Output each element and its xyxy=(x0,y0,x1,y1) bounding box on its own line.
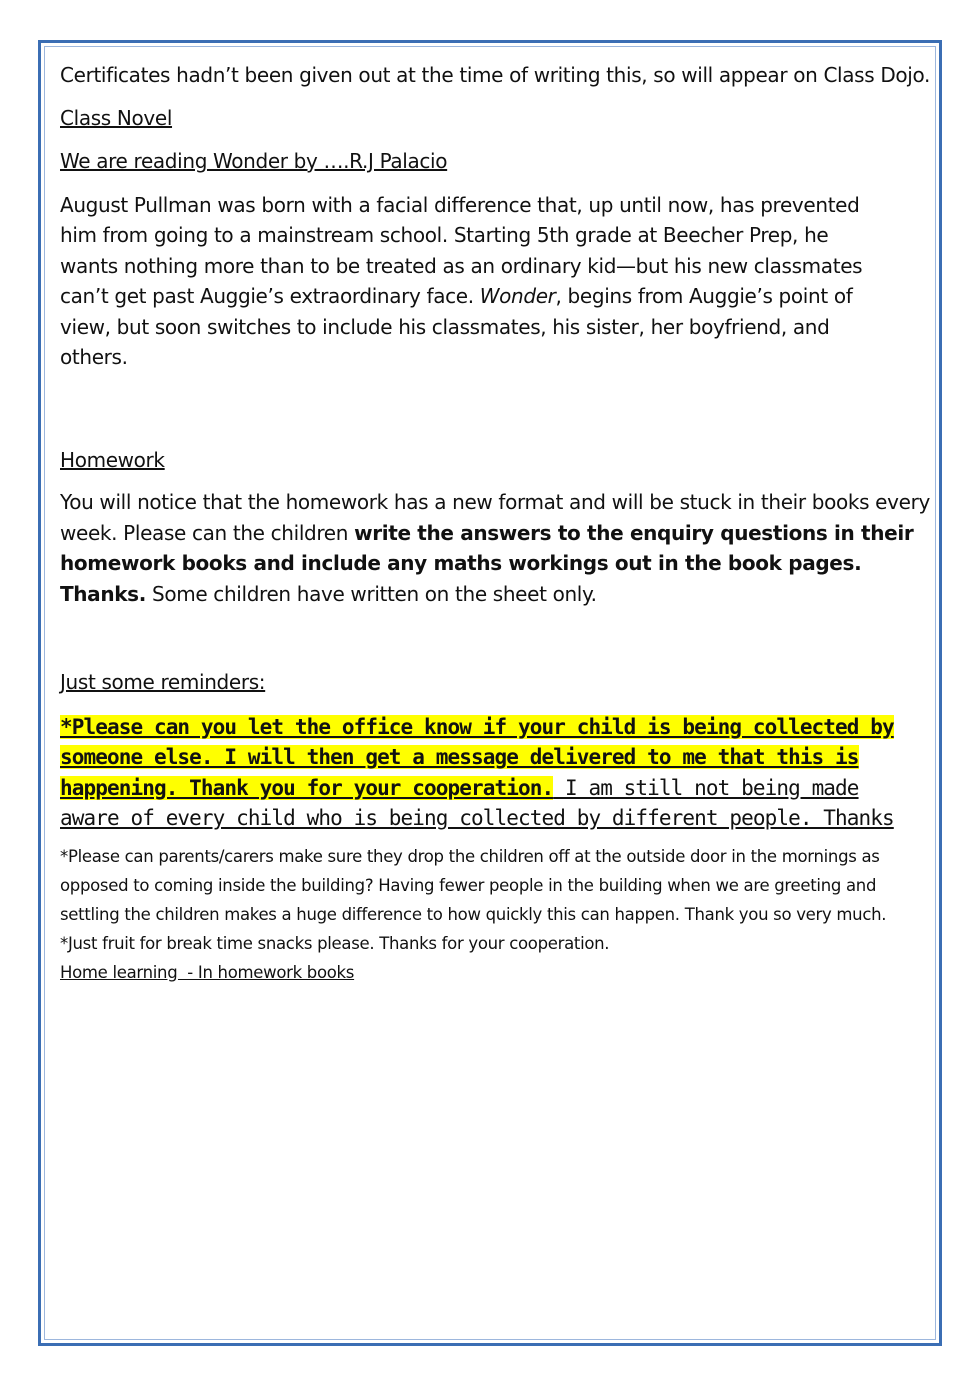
snacks-reminder: *Just fruit for break time snacks please. Thanks for your cooperation. xyxy=(60,933,610,953)
newsletter-content xyxy=(60,60,930,987)
spacer xyxy=(60,373,930,445)
drop-off-reminder: *Please can parents/carers make sure they drop the children off at the outside door in the mornings as opposed to coming inside the building? Having fewer people in the building when we are greeting and settling the children makes a huge difference to how quickly this can happen. Thank you so very much. xyxy=(60,846,887,924)
homework-paragraph xyxy=(60,487,930,609)
homework-text-bold: write the answers to the enquiry questions in their homework books and include any maths workings out in the book pages. Thanks. xyxy=(60,520,914,606)
novel-summary-part1: August Pullman was born with a facial difference that, up until now, has prevented him from going to a mainstream school. Starting 5th grade at Beecher Prep, he wants nothing more than to be treated as an ordinary kid—but his new classmates can’t get past Auggie’s extraordinary face. xyxy=(60,192,863,308)
homework-text-part2: Some children have written on the sheet only. xyxy=(145,581,597,606)
home-learning-note: Home learning - In homework books xyxy=(60,962,355,982)
intro-paragraph: Certificates hadn’t been given out at the time of writing this, so will appear on Class Dojo. xyxy=(60,63,930,87)
spacer xyxy=(60,609,930,667)
novel-summary xyxy=(60,190,880,373)
collection-reminder-followup: I am still not being made aware of every child who is being collected by different people. Thanks xyxy=(60,775,894,830)
novel-summary-part2: , begins from Auggie’s point of view, but soon switches to include his classmates, his sister, her boyfriend, and others. xyxy=(60,284,853,369)
homework-text-part1: You will notice that the homework has a new format and will be stuck in their books every week. Please can the children xyxy=(60,490,930,545)
reminders-heading: Just some reminders: xyxy=(60,670,266,694)
class-novel-heading: Class Novel xyxy=(60,105,173,130)
collection-reminder xyxy=(60,712,920,834)
homework-heading: Homework xyxy=(60,447,165,472)
novel-title: Wonder xyxy=(479,284,556,308)
collection-reminder-highlight: *Please can you let the office know if your child is being collected by someone else. I will then get a message delivered to me that this is happening. Thank you for your cooperation. xyxy=(60,714,894,800)
reading-line: We are reading Wonder by ….R.J Palacio xyxy=(60,149,448,173)
